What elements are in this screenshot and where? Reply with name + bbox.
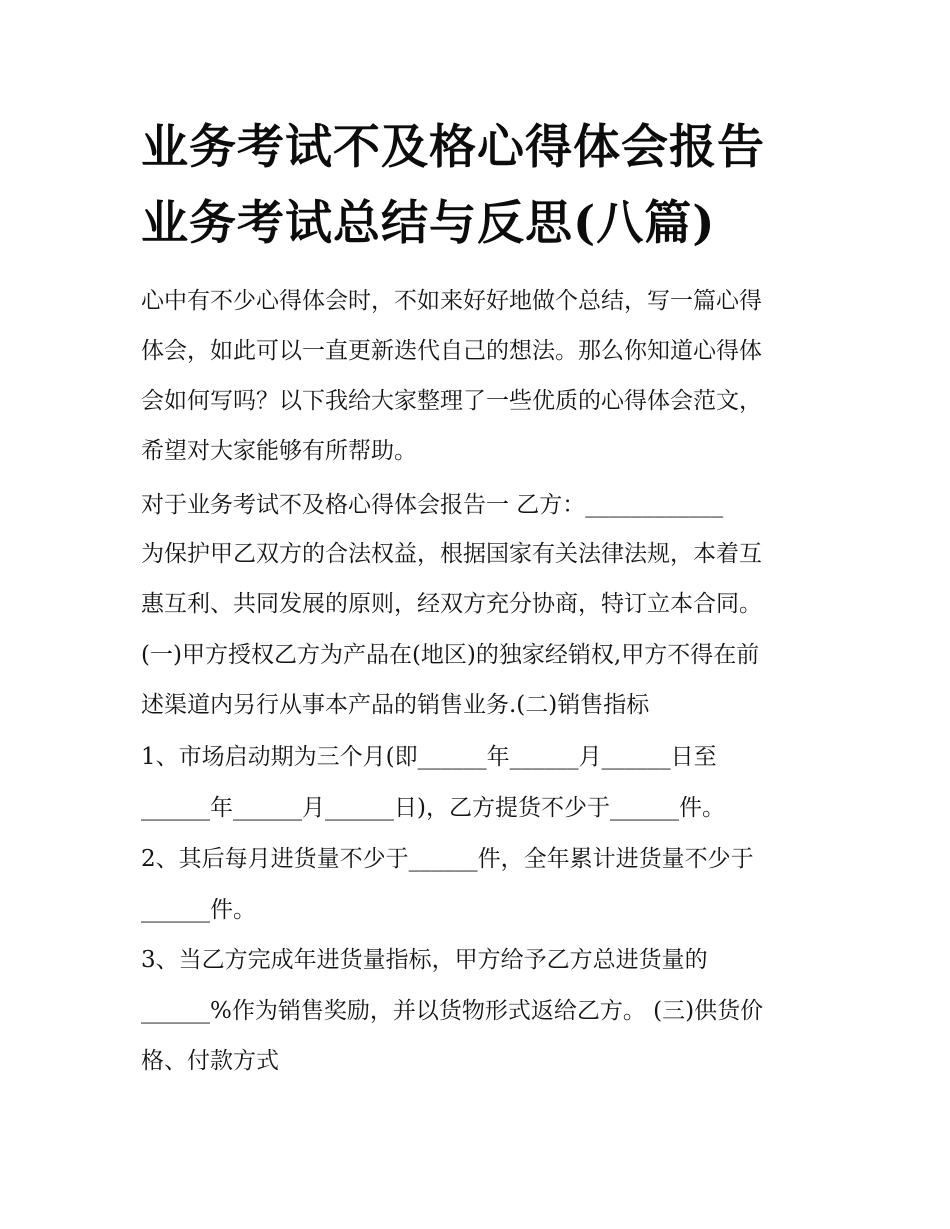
- paragraph-line: 体会，如此可以一直更新迭代自己的想法。那么你知道心得体: [141, 338, 762, 364]
- paragraph-line: ______%作为销售奖励，并以货物形式返给乙方。 (三)供货价: [141, 998, 764, 1024]
- paragraph-line: 惠互利、共同发展的原则，经双方充分协商，特订立本合同。: [141, 591, 762, 617]
- paragraph-line: 希望对大家能够有所帮助。: [141, 438, 417, 464]
- paragraph-line: 为保护甲乙双方的合法权益，根据国家有关法律法规，本着互: [141, 541, 762, 567]
- paragraph-line: 述渠道内另行从事本产品的销售业务.(二)销售指标: [141, 692, 650, 718]
- paragraph-line: 格、付款方式: [141, 1048, 279, 1074]
- paragraph-line: 3、当乙方完成年进货量指标，甲方给予乙方总进货量的: [141, 947, 708, 973]
- paragraph-line: 心中有不少心得体会时，不如来好好地做个总结，写一篇心得: [141, 288, 762, 314]
- document-title-line-1: 业务考试不及格心得体会报告: [141, 120, 765, 175]
- document-title-line-2: 业务考试总结与反思(八篇): [141, 196, 716, 251]
- paragraph-line: 1、市场启动期为三个月(即______年______月______日至: [141, 744, 717, 770]
- paragraph-line: (一)甲方授权乙方为产品在(地区)的独家经销权,甲方不得在前: [141, 642, 760, 668]
- paragraph-line: 对于业务考试不及格心得体会报告一 乙方：____________: [141, 492, 724, 518]
- paragraph-line: 2、其后每月进货量不少于______件，全年累计进货量不少于: [141, 846, 754, 872]
- paragraph-line: ______件。: [141, 897, 256, 923]
- paragraph-line: ______年______月______日)，乙方提货不少于______件。: [141, 795, 725, 821]
- paragraph-line: 会如何写吗？以下我给大家整理了一些优质的心得体会范文，: [141, 388, 762, 414]
